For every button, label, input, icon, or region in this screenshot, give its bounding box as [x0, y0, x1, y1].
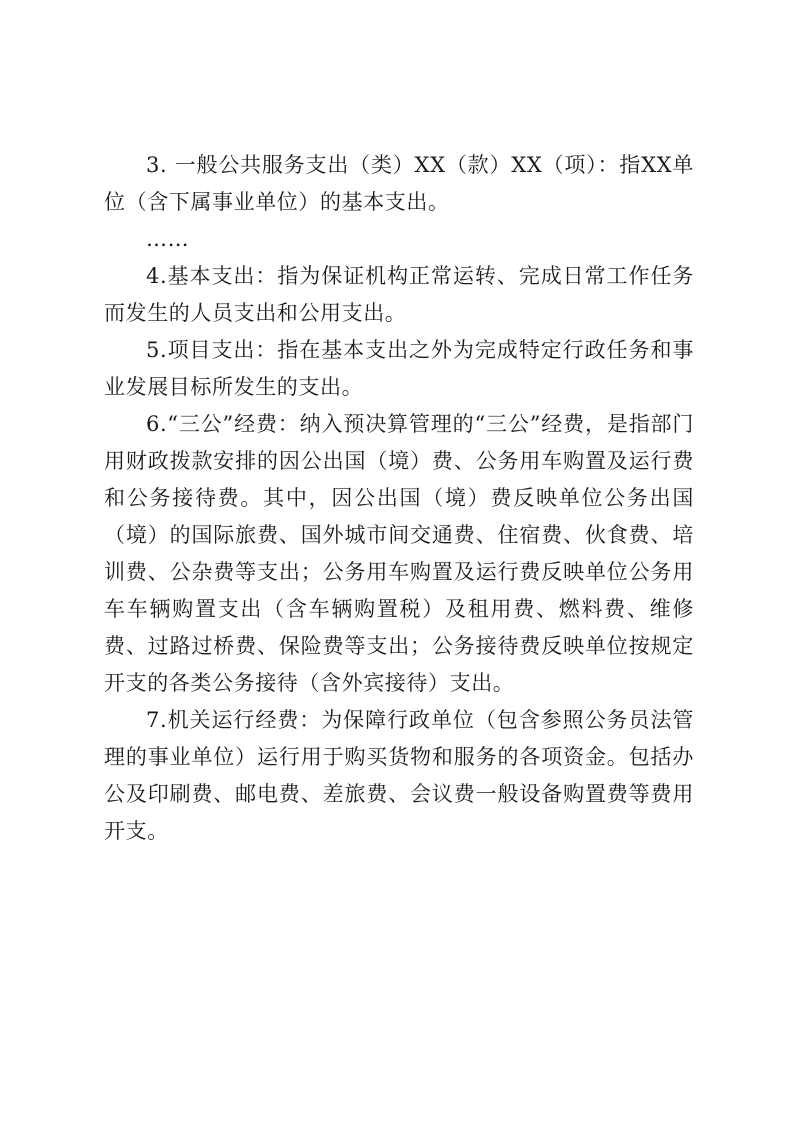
- document-body: [104, 147, 694, 850]
- paragraph-general-public-services: 3. 一般公共服务支出（类）XX（款）XX（项）：指XX单位（含下属事业单位）的基本支出。: [104, 153, 694, 214]
- paragraph-operating-expenses: 7.机关运行经费：为保障行政单位（包含参照公务员法管理的事业单位）运行用于购买货物和服务的各项资金。包括办公及印刷费、邮电费、差旅费、会议费一般设备购置费等费用开支。: [104, 708, 694, 843]
- paragraph-project-expenditure: 5.项目支出：指在基本支出之外为完成特定行政任务和事业发展目标所发生的支出。: [104, 338, 694, 399]
- paragraph-ellipsis: ……: [146, 227, 190, 251]
- paragraph-basic-expenditure: 4.基本支出：指为保证机构正常运转、完成日常工作任务而发生的人员支出和公用支出。: [104, 264, 694, 325]
- paragraph-three-public-expenses: 6.“三公”经费：纳入预决算管理的“三公”经费，是指部门用财政拨款安排的因公出国（境）费、公务用车购置及运行费和公务接待费。其中，因公出国（境）费反映单位公务出国（境）的国际旅费、国外城市间交通费、住宿费、伙食费、培训费、公杂费等支出；公务用车购置及运行费反映单位公务用车车辆购置支出（含车辆购置税）及租用费、燃料费、维修费、过路过桥费、保险费等支出；公务接待费反映单位按规定开支的各类公务接待（含外宾接待）支出。: [104, 412, 694, 695]
